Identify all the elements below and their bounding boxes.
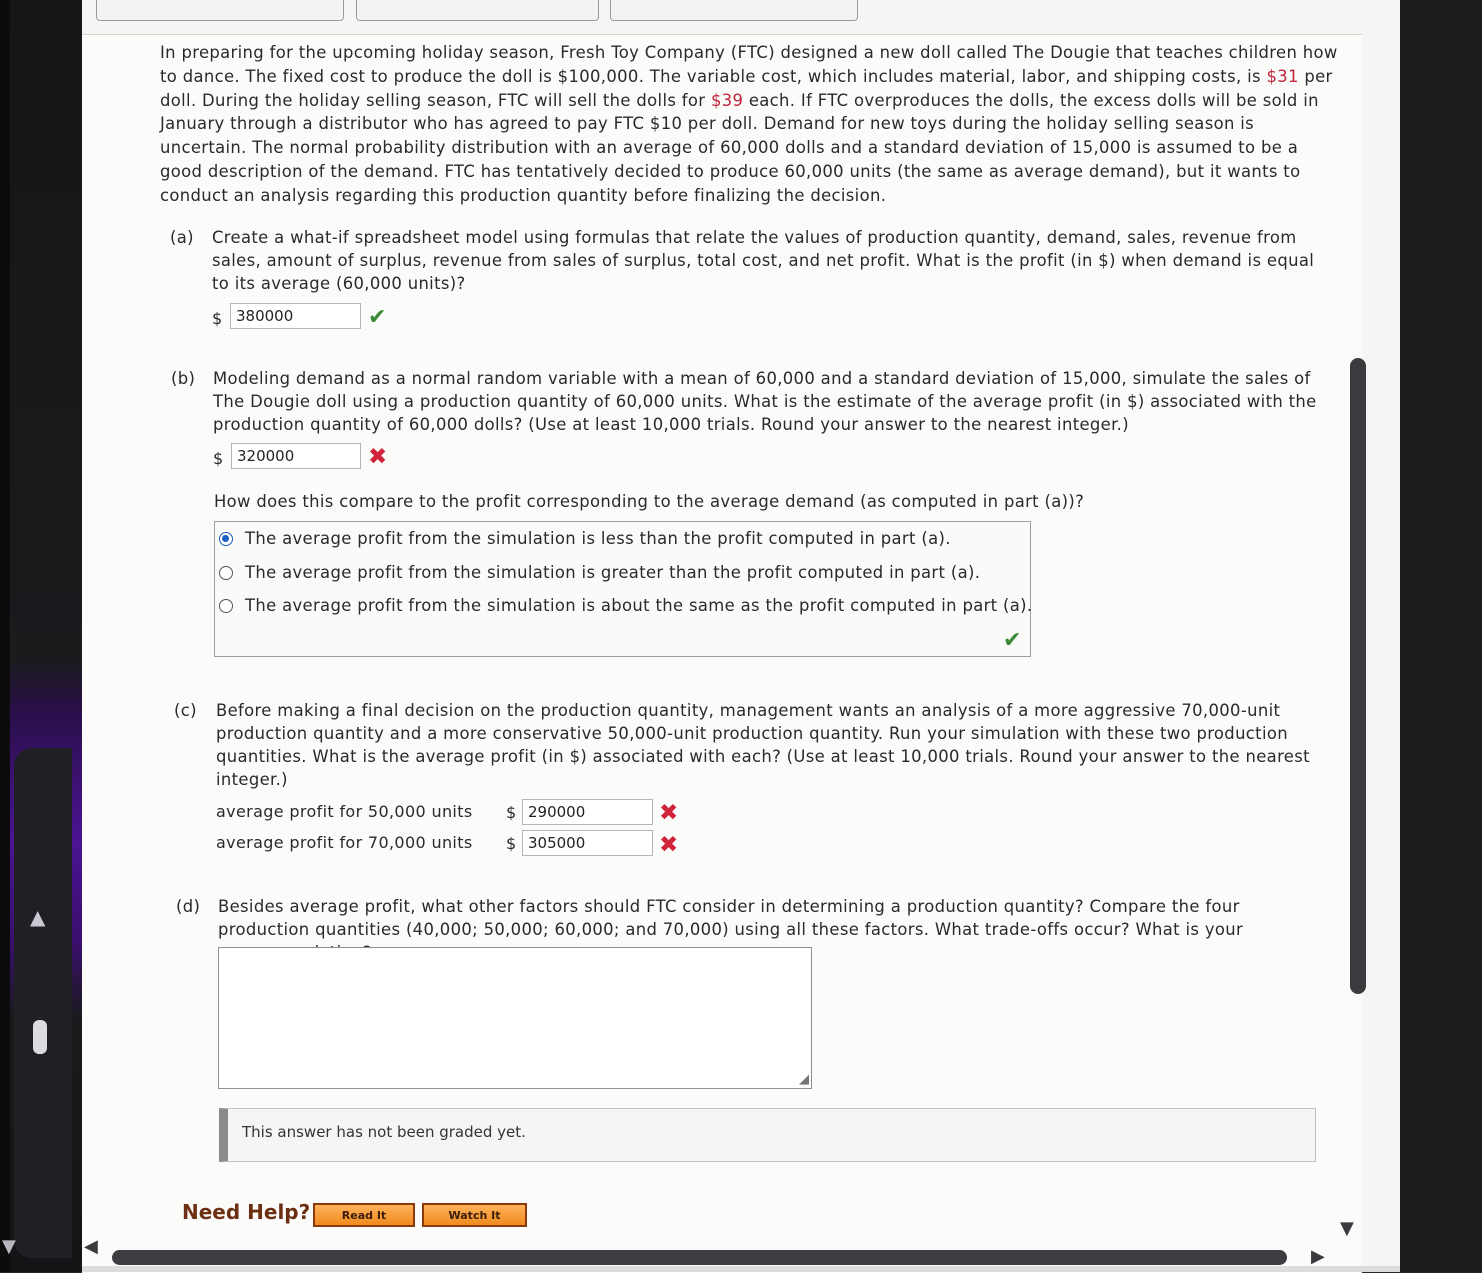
currency-symbol: $ — [213, 449, 224, 468]
part-c-answer-50000-input[interactable] — [522, 799, 653, 825]
part-b-compare-question — [214, 490, 1084, 513]
compare-options-group — [214, 521, 1031, 657]
part-c-question: Before making a final decision on the production quantity, management wants an analysis of a more aggressive 70,000-unit production quantity and a more conservative 50,000-unit production quantity. Run your simulation with these two production quantities. What is the average profit (in $) associated with each? (Use at least 10,000 trials. Round your answer to the nearest integer.) — [216, 701, 1310, 789]
practice-another-tab[interactable] — [610, 0, 858, 21]
selling-price-value: $39 — [710, 90, 744, 110]
ask-teacher-tab[interactable] — [356, 0, 599, 21]
cross-icon: ✖ — [659, 832, 679, 858]
panel-handle[interactable] — [33, 1020, 47, 1054]
part-b-question: Modeling demand as a normal random variable with a mean of 60,000 and a standard deviation of 15,000, simulate the sales of The Dougie doll using a production quantity of 60,000 units. What is the estimate of the average profit (in $) associated with the production quantity of 60,000 dolls? (Use at least 10,000 trials. Round your answer to the nearest integer.) — [213, 369, 1317, 434]
radio-unselected[interactable] — [219, 599, 233, 613]
radio-unselected[interactable] — [219, 566, 233, 580]
vertical-scrollbar[interactable] — [1350, 358, 1366, 994]
part-c-answer-70000-input[interactable] — [522, 830, 653, 856]
device-edge — [0, 0, 10, 1272]
currency-symbol: $ — [506, 834, 517, 853]
part-a-label: (a) — [170, 228, 194, 247]
scroll-right-arrow-icon[interactable]: ▶ — [1311, 1246, 1325, 1267]
scroll-down-arrow-icon[interactable]: ▼ — [1340, 1218, 1354, 1239]
panel-up-arrow-icon[interactable]: ▲ — [30, 905, 46, 929]
problem-statement: In preparing for the upcoming holiday season, Fresh Toy Company (FTC) designed a new doll called The Dougie that teaches children how to dance. The fixed cost to produce the doll is $100,000. The variable cost, which includes material, labor, and shipping costs, is $31 per doll. During the holiday selling season, FTC will sell the dolls for $39 each. If FTC overproduces the dolls, the excess dolls will be sold in January through a distributor who has agreed to pay FTC $10 per doll. Demand for new toys during the holiday selling season is uncertain. The normal probability distribution with an average of 60,000 dolls and a standard deviation of 15,000 is assumed to be a good description of the demand. FTC has tentatively decided to produce 60,000 units (the same as average demand), but it wants to conduct an analysis regarding this production quantity before finalizing the decision. — [160, 43, 1338, 205]
compare-question-text: How does this compare to the profit corresponding to the average demand (as computed in part (a))? — [214, 492, 1085, 511]
part-c-row-50000 — [216, 799, 696, 829]
row-label: average profit for 70,000 units — [216, 833, 473, 852]
option-label: The average profit from the simulation is greater than the profit computed in part (a). — [245, 563, 981, 582]
resize-handle-icon[interactable]: ◢ — [799, 1072, 809, 1087]
option-label: The average profit from the simulation is less than the profit computed in part (a). — [245, 529, 951, 548]
need-help-title: Need Help? — [182, 1200, 311, 1224]
part-b-answer-input[interactable] — [231, 443, 361, 469]
horizontal-scrollbar[interactable] — [112, 1250, 1287, 1265]
part-a-answer-input[interactable] — [230, 303, 361, 329]
variable-cost-value: $31 — [1266, 66, 1299, 86]
radio-selected[interactable] — [219, 532, 233, 546]
scroll-left-arrow-icon[interactable]: ◀ — [84, 1236, 98, 1257]
cross-icon: ✖ — [659, 800, 679, 826]
grade-status-box — [219, 1108, 1316, 1162]
device-bezel-right — [1400, 0, 1482, 1272]
part-a-question: Create a what-if spreadsheet model using formulas that relate the values of production quantity, demand, sales, revenue from sales, amount of surplus, revenue from sales of surplus, total cost, and net profit. What is the profit (in $) when demand is equal to its average (60,000 units)? — [212, 228, 1315, 293]
part-d-question: Besides average profit, what other factors should FTC consider in determining a production quantity? Compare the four production quantities (40,000; 50,000; 60,000; and 70,000) using all these factors. What trade-offs occur? What is your — [218, 897, 1244, 939]
part-c-row-70000 — [216, 830, 696, 860]
page-bottom-edge — [82, 1266, 1400, 1272]
part-b-label: (b) — [171, 369, 196, 388]
check-icon: ✔ — [1003, 628, 1022, 653]
part-c-label: (c) — [174, 701, 197, 720]
part-d-essay-input[interactable] — [218, 947, 812, 1089]
row-label: average profit for 50,000 units — [216, 802, 473, 821]
currency-symbol: $ — [506, 803, 517, 822]
cross-icon: ✖ — [368, 444, 388, 470]
currency-symbol: $ — [212, 309, 223, 328]
panel-down-arrow-icon[interactable]: ▼ — [2, 1236, 16, 1257]
option-label: The average profit from the simulation is about the same as the profit computed in part (a). — [245, 596, 1033, 615]
check-icon: ✔ — [368, 305, 387, 330]
read-it-button[interactable]: Read It — [313, 1203, 415, 1227]
previous-answers-tab[interactable] — [96, 0, 344, 21]
grade-status-text: This answer has not been graded yet. — [242, 1123, 526, 1141]
side-panel — [14, 748, 72, 1258]
watch-it-button[interactable]: Watch It — [422, 1203, 527, 1227]
part-d-label: (d) — [176, 897, 201, 916]
